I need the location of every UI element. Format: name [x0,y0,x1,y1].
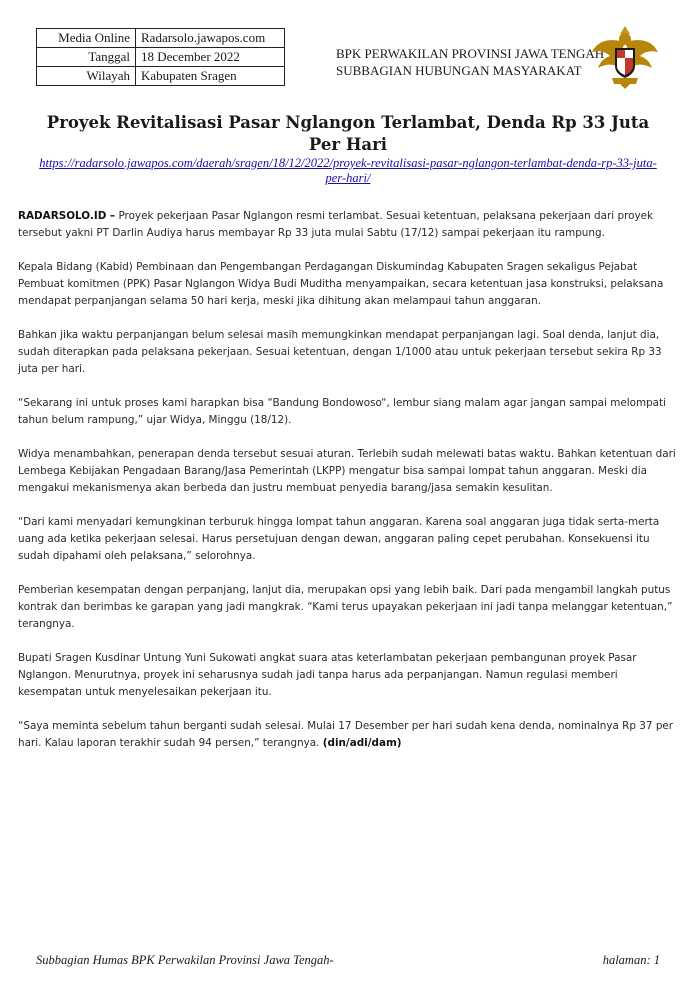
author-credit: (din/adi/dam) [322,737,402,749]
article-paragraph: “Sekarang ini untuk proses kami harapkan bisa “Bandung Bondowoso“, lembur siang malam agar jangan sampai melompati tahun belum rampung,” ujar Widya, Minggu (18/12). [18,397,667,426]
closing-text: “Saya meminta sebelum tahun berganti sudah selesai. Mulai 17 Desember per hari sudah kena denda, nominalnya Rp 37 per hari. Kalau laporan terakhir sudah 94 persen,” terangnya. [18,720,674,749]
agency-subdivision: SUBBAGIAN HUBUNGAN MASYARAKAT [336,63,582,78]
article-paragraph: “Dari kami menyadari kemungkinan terburuk hingga lompat tahun anggaran. Karena soal anggaran juga tidak serta-merta uang ada ketika pekerjaan selesai. Harus persetujuan dengan dewan, anggaran paling cepet perubahan. Konsekuensi itu sudah dipahami oleh pelaksana,” selorohnya. [18,516,660,562]
article-body [18,208,682,769]
date-label: Tanggal [37,48,136,67]
date-value: 18 December 2022 [136,48,285,67]
media-info-table [36,28,285,86]
garuda-emblem-icon [590,22,660,90]
region-value: Kabupaten Sragen [136,67,285,86]
page-number: halaman: 1 [602,953,660,967]
media-info-row [37,29,285,48]
article-url-link[interactable]: https://radarsolo.jawapos.com/daerah/sragen/18/12/2022/proyek-revitalisasi-pasar-nglangon-terlambat-denda-rp-33-juta-per-hari/ [39,156,657,185]
article-title: Proyek Revitalisasi Pasar Nglangon Terlambat, Denda Rp 33 Juta Per Hari [46,113,650,154]
date-info-row [37,48,285,67]
media-value: Radarsolo.jawapos.com [136,29,285,48]
lead-source-label: RADARSOLO.ID – [18,210,116,222]
region-label: Wilayah [37,67,136,86]
article-paragraph: Kepala Bidang (Kabid) Pembinaan dan Pengembangan Perdagangan Diskumindag Kabupaten Sragen sekaligus Pejabat Pembuat komitmen (PPK) Pasar Nglangon Widya Budi Muditha menyampaikan, secara ketentuan jasa konstruksi, pelaksana mendapat perpanjangan selama 50 hari kerja, meski jika dihitung akan melampaui tahun anggaran. [18,261,664,307]
agency-header [336,45,604,79]
page-footer [36,953,660,968]
article-lead-paragraph [18,208,682,242]
article-closing-paragraph [18,718,682,752]
lead-text: Proyek pekerjaan Pasar Nglangon resmi terlambat. Sesuai ketentuan, pelaksana pekerjaan dari proyek tersebut yakni PT Darlin Audiya harus membayar Rp 33 juta mulai Sabtu (17/12) sampai pekerjaan itu rampung. [18,210,654,239]
article-paragraph: Pemberian kesempatan dengan perpanjang, lanjut dia, merupakan opsi yang lebih baik. Dari pada mengambil langkah putus kontrak dan berimbas ke garapan yang jadi mangkrak. “Kami terus upayakan pekerjaan ini jadi tanpa melanggar ketentuan,” terangnya. [18,584,673,630]
footer-unit-label: Subbagian Humas BPK Perwakilan Provinsi Jawa Tengah- [36,953,334,967]
article-paragraph: Bahkan jika waktu perpanjangan belum selesai masih memungkinkan mendapat perpanjangan lagi. Soal denda, lanjut dia, sudah diterapkan pada pelaksana pekerjaan. Sesuai ketentuan, dengan 1/1000 atau untuk pekerjaan tersebut sekira Rp 33 juta per hari. [18,329,662,375]
article-paragraph: Widya menambahkan, penerapan denda tersebut sesuai aturan. Terlebih sudah melewati batas waktu. Bahkan ketentuan dari Lembega Kebijakan Pengadaan Barang/Jasa Pemerintah (LKPP) mengatur bisa sampai lompat tahun anggaran. Meski dia mengakui mekanismenya akan berbeda dan justru membuat penyedia barang/jasa semakin kesulitan. [18,448,676,494]
media-label: Media Online [37,29,136,48]
article-paragraph: Bupati Sragen Kusdinar Untung Yuni Sukowati angkat suara atas keterlambatan pekerjaan pembangunan proyek Pasar Nglangon. Menurutnya, proyek ini seharusnya sudah jadi tanpa harus ada perpanjangan. Namun regulasi memberi kesempatan untuk menyelesaikan pekerjaan itu. [18,652,637,698]
region-info-row [37,67,285,86]
agency-name: BPK PERWAKILAN PROVINSI JAWA TENGAH [336,46,605,61]
